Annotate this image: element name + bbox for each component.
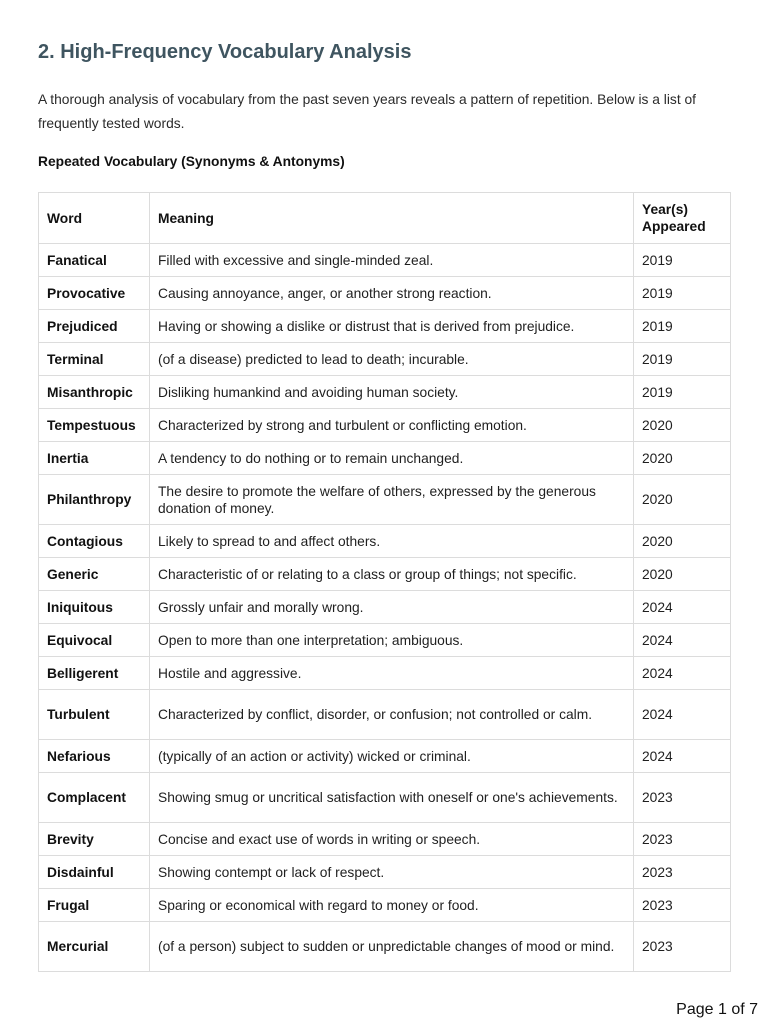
table-row <box>39 591 731 624</box>
row-meaning: Characterized by strong and turbulent or conflicting emotion. <box>150 409 634 442</box>
table-row <box>39 277 731 310</box>
row-meaning: Grossly unfair and morally wrong. <box>150 591 634 624</box>
row-year: 2024 <box>634 657 731 690</box>
table-row <box>39 657 731 690</box>
row-meaning: (typically of an action or activity) wicked or criminal. <box>150 740 634 773</box>
table-row <box>39 558 731 591</box>
row-year: 2019 <box>634 343 731 376</box>
row-meaning: Characterized by conflict, disorder, or confusion; not controlled or calm. <box>150 690 634 740</box>
row-year: 2020 <box>634 442 731 475</box>
row-word: Disdainful <box>39 856 150 889</box>
row-word: Generic <box>39 558 150 591</box>
row-word: Terminal <box>39 343 150 376</box>
table-row <box>39 376 731 409</box>
row-word: Equivocal <box>39 624 150 657</box>
row-word: Complacent <box>39 773 150 823</box>
row-year: 2019 <box>634 310 731 343</box>
row-year: 2020 <box>634 558 731 591</box>
page-number: Page 1 of 7 <box>676 1001 758 1018</box>
row-word: Iniquitous <box>39 591 150 624</box>
row-year: 2020 <box>634 525 731 558</box>
row-meaning: Characteristic of or relating to a class or group of things; not specific. <box>150 558 634 591</box>
row-meaning: Showing contempt or lack of respect. <box>150 856 634 889</box>
row-word: Inertia <box>39 442 150 475</box>
table-row <box>39 922 731 972</box>
row-meaning: Filled with excessive and single-minded zeal. <box>150 244 634 277</box>
section-title: 2. High-Frequency Vocabulary Analysis <box>38 41 412 63</box>
intro-paragraph: A thorough analysis of vocabulary from the past seven years reveals a pattern of repetition. Below is a list of frequently tested words. <box>38 92 696 131</box>
row-year: 2023 <box>634 889 731 922</box>
row-meaning: Open to more than one interpretation; ambiguous. <box>150 624 634 657</box>
table-row <box>39 773 731 823</box>
row-word: Belligerent <box>39 657 150 690</box>
row-word: Frugal <box>39 889 150 922</box>
row-word: Misanthropic <box>39 376 150 409</box>
row-word: Philanthropy <box>39 475 150 525</box>
table-row <box>39 409 731 442</box>
row-word: Prejudiced <box>39 310 150 343</box>
row-year: 2019 <box>634 277 731 310</box>
row-year: 2024 <box>634 740 731 773</box>
row-meaning: Sparing or economical with regard to money or food. <box>150 889 634 922</box>
table-row <box>39 823 731 856</box>
table-row <box>39 856 731 889</box>
row-word: Contagious <box>39 525 150 558</box>
row-meaning: Concise and exact use of words in writing or speech. <box>150 823 634 856</box>
row-meaning: (of a person) subject to sudden or unpredictable changes of mood or mind. <box>150 922 634 972</box>
row-year: 2024 <box>634 591 731 624</box>
header-meaning: Meaning <box>150 193 634 244</box>
row-meaning: Showing smug or uncritical satisfaction with oneself or one's achievements. <box>150 773 634 823</box>
table-row <box>39 244 731 277</box>
row-meaning: Causing annoyance, anger, or another strong reaction. <box>150 277 634 310</box>
table-row <box>39 624 731 657</box>
table-row <box>39 310 731 343</box>
row-year: 2020 <box>634 409 731 442</box>
row-year: 2024 <box>634 624 731 657</box>
row-year: 2023 <box>634 823 731 856</box>
row-word: Tempestuous <box>39 409 150 442</box>
table-row <box>39 889 731 922</box>
row-year: 2023 <box>634 922 731 972</box>
table-row <box>39 525 731 558</box>
row-word: Mercurial <box>39 922 150 972</box>
row-meaning: Likely to spread to and affect others. <box>150 525 634 558</box>
row-meaning: The desire to promote the welfare of others, expressed by the generous donation of money. <box>150 475 634 525</box>
table-header-row <box>39 193 731 244</box>
row-word: Brevity <box>39 823 150 856</box>
table-row <box>39 343 731 376</box>
row-word: Provocative <box>39 277 150 310</box>
table-row <box>39 442 731 475</box>
table-subheading: Repeated Vocabulary (Synonyms & Antonyms) <box>38 154 345 169</box>
row-meaning: A tendency to do nothing or to remain unchanged. <box>150 442 634 475</box>
row-year: 2024 <box>634 690 731 740</box>
header-years: Year(s) Appeared <box>634 193 731 244</box>
header-word: Word <box>39 193 150 244</box>
table-row <box>39 475 731 525</box>
row-year: 2020 <box>634 475 731 525</box>
table-row <box>39 740 731 773</box>
document-page <box>38 38 730 972</box>
row-word: Nefarious <box>39 740 150 773</box>
row-meaning: Disliking humankind and avoiding human society. <box>150 376 634 409</box>
row-year: 2019 <box>634 244 731 277</box>
row-year: 2019 <box>634 376 731 409</box>
row-meaning: Hostile and aggressive. <box>150 657 634 690</box>
table-row <box>39 690 731 740</box>
row-meaning: (of a disease) predicted to lead to death; incurable. <box>150 343 634 376</box>
row-year: 2023 <box>634 773 731 823</box>
row-word: Turbulent <box>39 690 150 740</box>
row-word: Fanatical <box>39 244 150 277</box>
row-meaning: Having or showing a dislike or distrust that is derived from prejudice. <box>150 310 634 343</box>
row-year: 2023 <box>634 856 731 889</box>
vocabulary-table <box>38 192 731 972</box>
